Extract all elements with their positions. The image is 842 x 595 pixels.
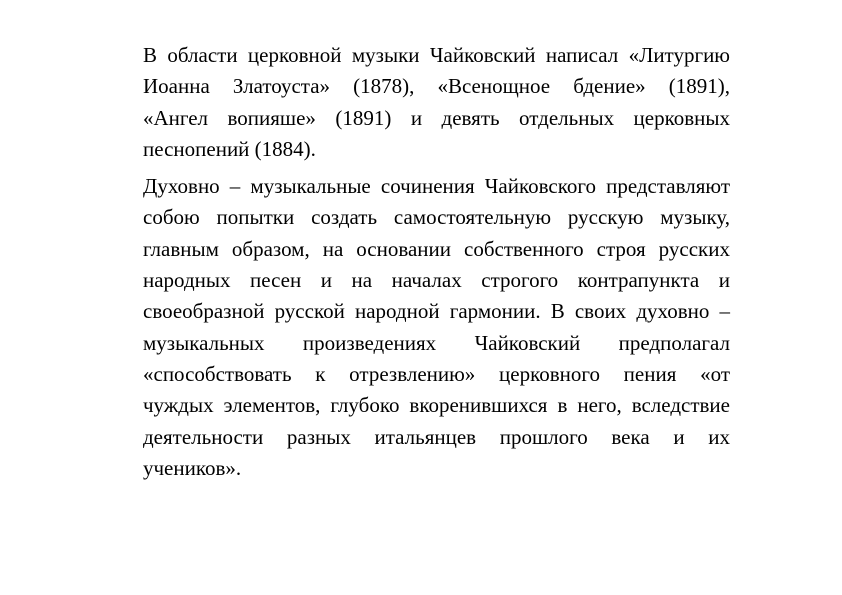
paragraph-2-line: своеобразной русской народной гармонии. В своих духовно – (143, 299, 730, 324)
paragraph-2-line: «способствовать к отрезвлению» церковного пения «от (143, 361, 730, 386)
paragraph-2-line: учеников». (143, 455, 242, 480)
paragraph-1-line: Иоанна Златоуста» (1878), «Всенощное бдение» (1891), (143, 74, 730, 99)
paragraph-2-line: деятельности разных итальянцев прошлого века и их (143, 424, 730, 449)
paragraph-2 (143, 171, 730, 484)
paragraph-2-line: главным образом, на основании собственного строя русских (143, 236, 730, 261)
paragraph-2-line: Духовно – музыкальные сочинения Чайковского представляют (143, 174, 730, 199)
paragraph-1-line: «Ангел вопияше» (1891) и девять отдельных церковных (143, 105, 730, 130)
paragraph-1-line: песнопений (1884). (143, 136, 316, 161)
text-body (143, 40, 730, 484)
paragraph-2-line: народных песен и на началах строгого контрапункта и (143, 268, 730, 293)
paragraph-1 (143, 40, 730, 165)
paragraph-2-line: музыкальных произведениях Чайковский предполагал (143, 330, 730, 355)
paragraph-1-line: В области церковной музыки Чайковский написал «Литургию (143, 43, 730, 67)
paragraph-2-line: чуждых элементов, глубоко вкоренившихся в него, вследствие (143, 393, 730, 418)
paragraph-2-line: собою попытки создать самостоятельную русскую музыку, (143, 205, 730, 230)
